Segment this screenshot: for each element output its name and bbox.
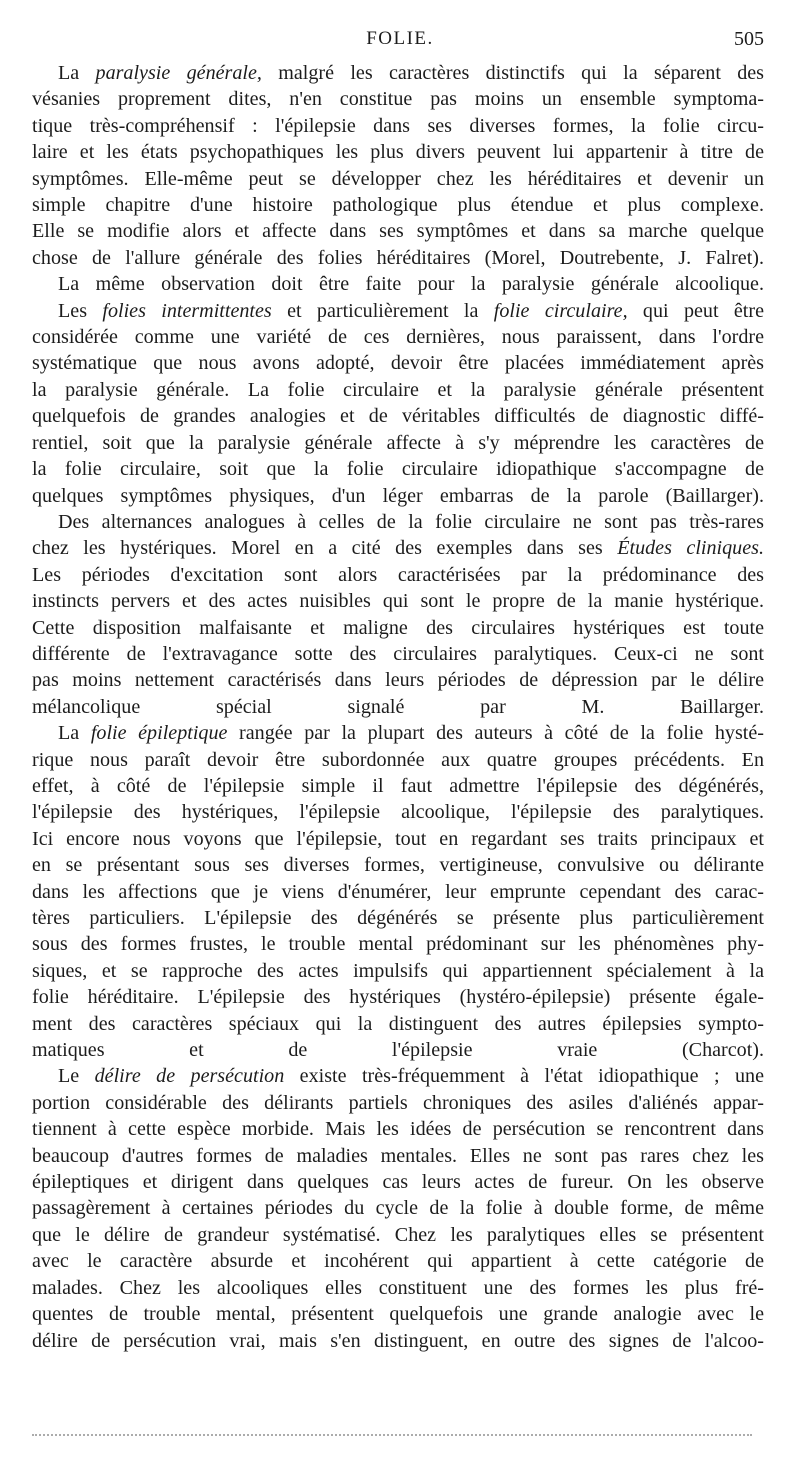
text-run: folie héréditaire. L'épilepsie des hystériques (hystéro-épilepsie) présente égale-: [32, 986, 764, 1009]
text-run: systématique que nous avons adopté, devoir être placées immédiatement après: [32, 352, 764, 375]
text-run: Le: [58, 1065, 95, 1088]
text-run: et particulièrement la: [271, 299, 494, 322]
text-run: délire de persécution vrai, mais s'en distinguent, en outre des signes de l'alcoo-: [32, 1329, 764, 1352]
text-run: chez les hystériques. Morel en a cité des exemples dans ses: [32, 537, 618, 560]
text-run: La: [58, 62, 96, 84]
text-run: vésanies proprement dites, n'en constitue pas moins un ensemble symptoma-: [32, 88, 764, 111]
italic-term: folie circulaire,: [493, 299, 628, 322]
text-line: [32, 1222, 764, 1248]
text-line: [32, 958, 764, 984]
text-run: Des alternances analogues à celles de la folie circulaire ne sont pas très-rares: [58, 510, 764, 533]
text-line: [32, 324, 764, 350]
text-line: [32, 747, 764, 773]
text-line: [32, 192, 764, 218]
text-run: épileptiques et dirigent dans quelques cas leurs actes de fureur. On les observe: [32, 1171, 764, 1194]
text-line: [32, 483, 764, 509]
text-line: [32, 641, 764, 667]
text-line: [32, 535, 764, 561]
text-line: [32, 456, 764, 482]
text-run: Cette disposition malfaisante et maligne des circulaires hystériques est toute: [32, 616, 764, 639]
text-run: Ici encore nous voyons que l'épilepsie, tout en regardant ses traits principaux et: [32, 827, 764, 850]
text-line: [32, 667, 764, 693]
text-line: [32, 852, 764, 878]
text-run: dans les affections que je viens d'énumérer, leur emprunte cependant des carac-: [32, 880, 764, 903]
text-run: la folie circulaire, soit que la folie circulaire idiopathique s'accompagne de: [32, 458, 764, 481]
text-line: [32, 166, 764, 192]
italic-term: folie épileptique: [90, 722, 228, 745]
text-line: [32, 430, 764, 456]
text-line: [32, 720, 764, 746]
italic-term: paralysie générale,: [95, 62, 262, 84]
page-header: [0, 28, 800, 58]
text-line: [32, 86, 764, 112]
italic-term: Études cliniques.: [617, 537, 764, 560]
text-line: [32, 245, 764, 271]
text-line: [32, 588, 764, 614]
text-run: La même observation doit être faite pour la paralysie générale alcoolique.: [58, 273, 764, 296]
text-line: [32, 931, 764, 957]
text-run: considérée comme une variété de ces dernières, nous paraissent, dans l'ordre: [32, 326, 764, 349]
text-run: siques, et se rapproche des actes impulsifs qui appartiennent spécialement à la: [32, 959, 764, 982]
text-line: [32, 1169, 764, 1195]
text-run: symptômes. Elle-même peut se développer chez les héréditaires et devenir un: [32, 167, 764, 190]
text-line: [32, 1301, 764, 1327]
text-run: tères particuliers. L'épilepsie des dégénérés se présente plus particulièrement: [32, 907, 764, 929]
body-text: [32, 60, 764, 1354]
text-line: [32, 60, 764, 86]
text-line: [32, 1195, 764, 1221]
text-run: quelques symptômes physiques, d'un léger embarras de la parole (Baillarger).: [32, 484, 764, 507]
text-line: [32, 1248, 764, 1274]
running-title: FOLIE.: [366, 28, 434, 49]
text-line: [32, 1090, 764, 1116]
text-line: [32, 1063, 764, 1089]
text-run: qui peut être: [627, 299, 764, 322]
text-line: [32, 1037, 764, 1063]
text-run: rique nous paraît devoir être subordonnée aux quatre groupes précédents. En: [32, 748, 764, 771]
text-run: existe très-fréquemment à l'état idiopathique ; une: [284, 1065, 764, 1088]
text-run: beaucoup d'autres formes de maladies mentales. Elles ne sont pas rares chez les: [32, 1144, 764, 1167]
text-line: [32, 113, 764, 139]
text-run: mélancolique spécial signalé par M. Baillarger.: [32, 695, 764, 718]
text-run: Les: [58, 299, 103, 322]
text-line: [32, 298, 764, 324]
text-line: [32, 271, 764, 297]
text-run: chose de l'allure générale des folies héréditaires (Morel, Doutrebente, J. Falret).: [32, 246, 764, 269]
text-run: pas moins nettement caractérisés dans leurs périodes de dépression par le délire: [32, 669, 764, 692]
text-run: en se présentant sous ses diverses formes, vertigineuse, convulsive ou délirante: [32, 854, 764, 877]
footer-rule: [32, 1434, 752, 1436]
text-run: laire et les états psychopathiques les plus divers peuvent lui appartenir à titre de: [32, 141, 764, 164]
text-line: [32, 879, 764, 905]
text-run: ment des caractères spéciaux qui la distinguent des autres épilepsies sympto-: [32, 1012, 764, 1035]
italic-term: délire de persécution: [94, 1065, 285, 1088]
text-line: [32, 1275, 764, 1301]
text-line: [32, 377, 764, 403]
text-run: rangée par la plupart des auteurs à côté de la folie hysté-: [227, 722, 764, 745]
text-line: [32, 1328, 764, 1354]
text-run: quentes de trouble mental, présentent quelquefois une grande analogie avec le: [32, 1303, 764, 1326]
text-line: [32, 1011, 764, 1037]
text-line: [32, 615, 764, 641]
text-run: tiennent à cette espèce morbide. Mais les idées de persécution se rencontrent dans: [32, 1118, 764, 1141]
text-run: tique très-compréhensif : l'épilepsie dans ses diverses formes, la folie circu-: [32, 114, 764, 137]
text-line: [32, 1143, 764, 1169]
text-run: passagèrement à certaines périodes du cycle de la folie à double forme, de même: [32, 1197, 764, 1220]
text-run: portion considérable des délirants partiels chroniques des asiles d'aliénés appar-: [32, 1091, 764, 1114]
text-line: [32, 562, 764, 588]
text-run: instincts pervers et des actes nuisibles qui sont le propre de la manie hystérique.: [32, 590, 764, 613]
text-line: [32, 403, 764, 429]
page-number: 505: [734, 28, 764, 50]
text-run: la paralysie générale. La folie circulaire et la paralysie générale présentent: [32, 378, 764, 401]
text-line: [32, 350, 764, 376]
text-line: [32, 1116, 764, 1142]
text-run: avec le caractère absurde et incohérent qui appartient à cette catégorie de: [32, 1250, 764, 1273]
text-line: [32, 509, 764, 535]
text-line: [32, 826, 764, 852]
text-run: malgré les caractères distinctifs qui la séparent des: [261, 62, 764, 84]
text-run: malades. Chez les alcooliques elles constituent une des formes les plus fré-: [32, 1276, 764, 1299]
text-run: effet, à côté de l'épilepsie simple il faut admettre l'épilepsie des dégénérés,: [32, 774, 764, 797]
text-run: quelquefois de grandes analogies et de véritables difficultés de diagnostic diffé-: [32, 405, 764, 428]
text-line: [32, 799, 764, 825]
text-run: Elle se modifie alors et affecte dans ses symptômes et dans sa marche quelque: [32, 220, 764, 243]
text-line: [32, 139, 764, 165]
text-run: différente de l'extravagance sotte des circulaires paralytiques. Ceux-ci ne sont: [32, 642, 764, 665]
text-line: [32, 773, 764, 799]
italic-term: folies intermittentes: [102, 299, 272, 322]
text-run: sous des formes frustes, le trouble mental prédominant sur les phénomènes phy-: [32, 933, 764, 956]
text-line: [32, 984, 764, 1010]
text-line: [32, 218, 764, 244]
text-run: que le délire de grandeur systématisé. Chez les paralytiques elles se présentent: [32, 1223, 764, 1246]
text-run: La: [58, 722, 91, 745]
text-run: Les périodes d'excitation sont alors caractérisées par la prédominance des: [32, 563, 764, 586]
text-line: [32, 694, 764, 720]
text-run: rentiel, soit que la paralysie générale affecte à s'y méprendre les caractères de: [32, 431, 764, 454]
text-run: simple chapitre d'une histoire pathologique plus étendue et plus complexe.: [32, 194, 764, 217]
text-line: [32, 905, 764, 931]
text-run: matiques et de l'épilepsie vraie (Charcot).: [32, 1039, 764, 1062]
text-run: l'épilepsie des hystériques, l'épilepsie alcoolique, l'épilepsie des paralytiques.: [32, 801, 764, 824]
